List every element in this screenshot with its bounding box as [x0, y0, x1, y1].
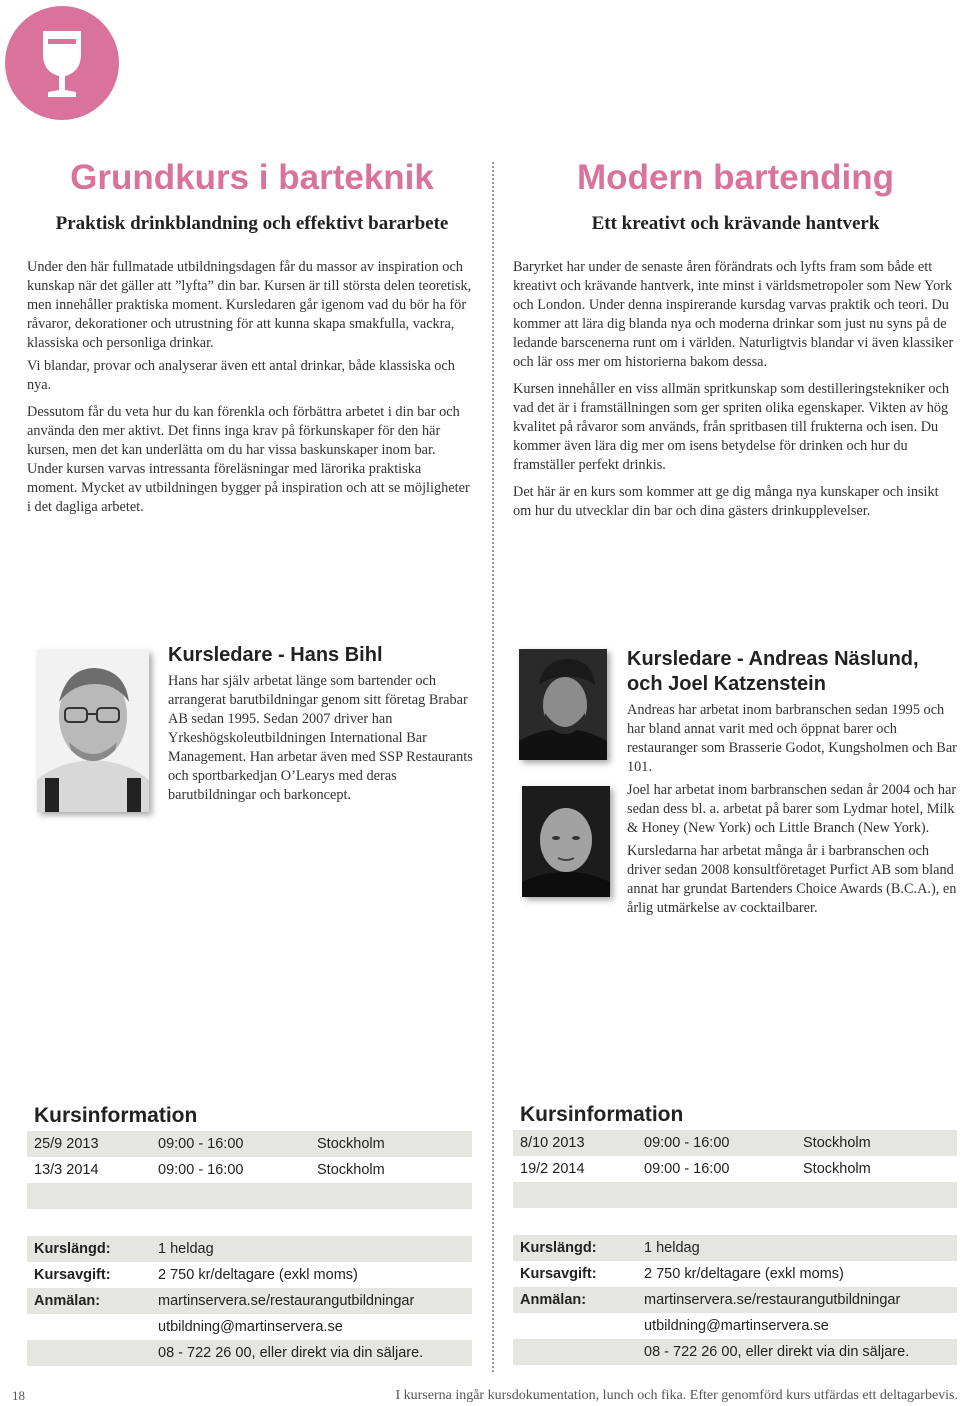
date-row [513, 1156, 957, 1182]
date: 25/9 2013 [34, 1136, 99, 1152]
detail-label: Anmälan: [34, 1293, 101, 1309]
left-course-description [27, 258, 472, 521]
date: 13/3 2014 [34, 1162, 99, 1178]
date-row [513, 1130, 957, 1156]
leader-bio: Joel har arbetat inom barbranschen sedan år 2004 och har sedan dess bl. a. arbetat på barer som Lydmar hotel, Milk & Honey (New York) och Little Branch (New York). [627, 782, 957, 836]
portrait-image [522, 786, 610, 897]
detail-row [513, 1235, 957, 1261]
wine-glass-icon [5, 6, 119, 120]
detail-label: Kursavgift: [34, 1267, 111, 1283]
right-dates-table [513, 1130, 957, 1208]
leader-photo-joel [522, 786, 610, 897]
portrait-image [37, 650, 149, 812]
left-info-title: Kursinformation [34, 1104, 198, 1127]
leader-photo-andreas [519, 649, 607, 760]
detail-value: 1 heldag [158, 1241, 214, 1257]
column-divider [492, 162, 494, 1372]
detail-label: Anmälan: [520, 1292, 587, 1308]
leader-bio: Hans har själv arbetat länge som bartender och arrangerat barutbildningar genom sitt företag Brabar AB sedan 1995. Sedan 2007 driver han Yrkeshögskoleutbildningen International Bar Management. Han arbetar även med SSP Restaurants och sportbarkedjan O’Learys med deras barutbildningar och barkoncept. [168, 673, 473, 803]
time: 09:00 - 16:00 [644, 1135, 730, 1151]
detail-row [513, 1313, 957, 1339]
registration-link[interactable]: martinservera.se/restaurangutbildningar [644, 1292, 901, 1308]
right-info-title: Kursinformation [520, 1103, 684, 1126]
paragraph: Dessutom får du veta hur du kan förenkla och förbättra arbetet i din bar och använda den mer aktivt. Det finns inga krav på förkunskaper för den här kursen, men det kan underlätta om du har vissa baskunskaper inom bar. Under kursen varvas intressanta föreläsningar med lärorika praktiska moment. Mycket av utbildningen bygger på inspiration och att se möjligheter i det dagliga arbetet. [27, 404, 470, 515]
left-details-table [27, 1236, 472, 1366]
detail-label: Kurslängd: [34, 1241, 111, 1257]
empty-row [27, 1183, 472, 1209]
left-dates-table [27, 1131, 472, 1209]
left-course-leader [168, 643, 473, 809]
date-row [27, 1131, 472, 1157]
paragraph: Vi blandar, provar och analyserar även ett antal drinkar, både klassiska och nya. [27, 358, 455, 393]
detail-row [513, 1261, 957, 1287]
detail-row [513, 1287, 957, 1313]
place: Stockholm [317, 1162, 385, 1178]
portrait-image [519, 649, 607, 760]
date: 8/10 2013 [520, 1135, 585, 1151]
footer-note: I kurserna ingår kursdokumentation, lunch och fika. Efter genomförd kurs utfärdas ett deltagarbevis. [395, 1388, 958, 1403]
detail-row [27, 1340, 472, 1366]
detail-value: 2 750 kr/deltagare (exkl moms) [158, 1267, 358, 1283]
detail-label: Kurslängd: [520, 1240, 597, 1256]
time: 09:00 - 16:00 [158, 1162, 244, 1178]
date: 19/2 2014 [520, 1161, 585, 1177]
right-course-description [513, 258, 958, 525]
email-link[interactable]: utbildning@martinservera.se [644, 1318, 829, 1334]
detail-row [27, 1236, 472, 1262]
leader-bio: Kursledarna har arbetat många år i barbranschen och driver sedan 2008 konsultföretaget Purfict AB som bland annat har grundat Bartenders Choice Awards (B.C.A.), en årlig utmärkelse av cocktailbarer. [627, 843, 957, 916]
paragraph: Det här är en kurs som kommer att ge dig många nya kunskaper och insikt om hur du utvecklar din bar och dina gästers drinkupplevelser. [513, 484, 939, 519]
registration-link[interactable]: martinservera.se/restaurangutbildningar [158, 1293, 415, 1309]
right-course-subtitle: Ett kreativt och krävande hantverk [591, 213, 880, 234]
detail-row [27, 1262, 472, 1288]
paragraph: Kursen innehåller en viss allmän spritkunskap som destilleringstekniker och vad det är i framställningen som ger spriten olika egenskaper. Vikten av hög kvalitet på råvaror som används, från spritbasen till frukterna och isen. Du kommer även lära dig mer om isens betydelse för drinken och hur du framställer perfekt drinkis. [513, 381, 949, 473]
wine-glass-logo [5, 6, 119, 120]
time: 09:00 - 16:00 [644, 1161, 730, 1177]
left-course-subtitle: Praktisk drinkblandning och effektivt bararbete [55, 213, 449, 234]
detail-row [27, 1314, 472, 1340]
detail-value: 2 750 kr/deltagare (exkl moms) [644, 1266, 844, 1282]
right-course-leaders [627, 647, 957, 922]
time: 09:00 - 16:00 [158, 1136, 244, 1152]
email-link[interactable]: utbildning@martinservera.se [158, 1319, 343, 1335]
place: Stockholm [803, 1135, 871, 1151]
leader-photo-hans [37, 650, 149, 812]
right-details-table [513, 1235, 957, 1365]
place: Stockholm [803, 1161, 871, 1177]
place: Stockholm [317, 1136, 385, 1152]
right-course-title: Modern bartending [577, 158, 894, 197]
detail-row [27, 1288, 472, 1314]
leader-name: Kursledare - Hans Bihl [168, 644, 383, 666]
detail-row [513, 1339, 957, 1365]
page-number: 18 [12, 1388, 25, 1403]
left-course-title: Grundkurs i barteknik [70, 158, 434, 197]
phone-text: 08 - 722 26 00, eller direkt via din säljare. [158, 1345, 424, 1361]
date-row [27, 1157, 472, 1183]
detail-label: Kursavgift: [520, 1266, 597, 1282]
paragraph: Baryrket har under de senaste åren förändrats och lyfts fram som både ett kreativt och krävande hantverk, inte minst i världsmetropoler som New York och London. Under denna inspirerande kursdag varvas praktik och teori. Du kommer att lära dig blanda nya och moderna drinkar som just nu syns på de ledande barscenerna runt om i världen. Naturligtvis blandar vi även klassiker och lär oss mer om historierna bakom dessa. [513, 259, 954, 370]
leader-bio: Andreas har arbetat inom barbranschen sedan 1995 och har bland annat varit med och öppnat barer och restauranger som Brasserie Godot, Kungsholmen och Bar 101. [627, 702, 957, 775]
empty-row [513, 1182, 957, 1208]
detail-value: 1 heldag [644, 1240, 700, 1256]
paragraph: Under den här fullmatade utbildningsdagen får du massor av inspiration och kunskap när det gäller att ”lyfta” din bar. Kursen är till största delen teoretisk, men innehåller praktiska moment. Kursledaren går igenom vad du bör ha för råvaror, dekorationer och utrustning för att kunna skapa smakfulla, vackra, klassiska och personliga drinkar. [27, 259, 472, 351]
phone-text: 08 - 722 26 00, eller direkt via din säljare. [644, 1344, 910, 1360]
leader-name: Kursledare - Andreas Näslund, och Joel Katzenstein [627, 648, 919, 695]
